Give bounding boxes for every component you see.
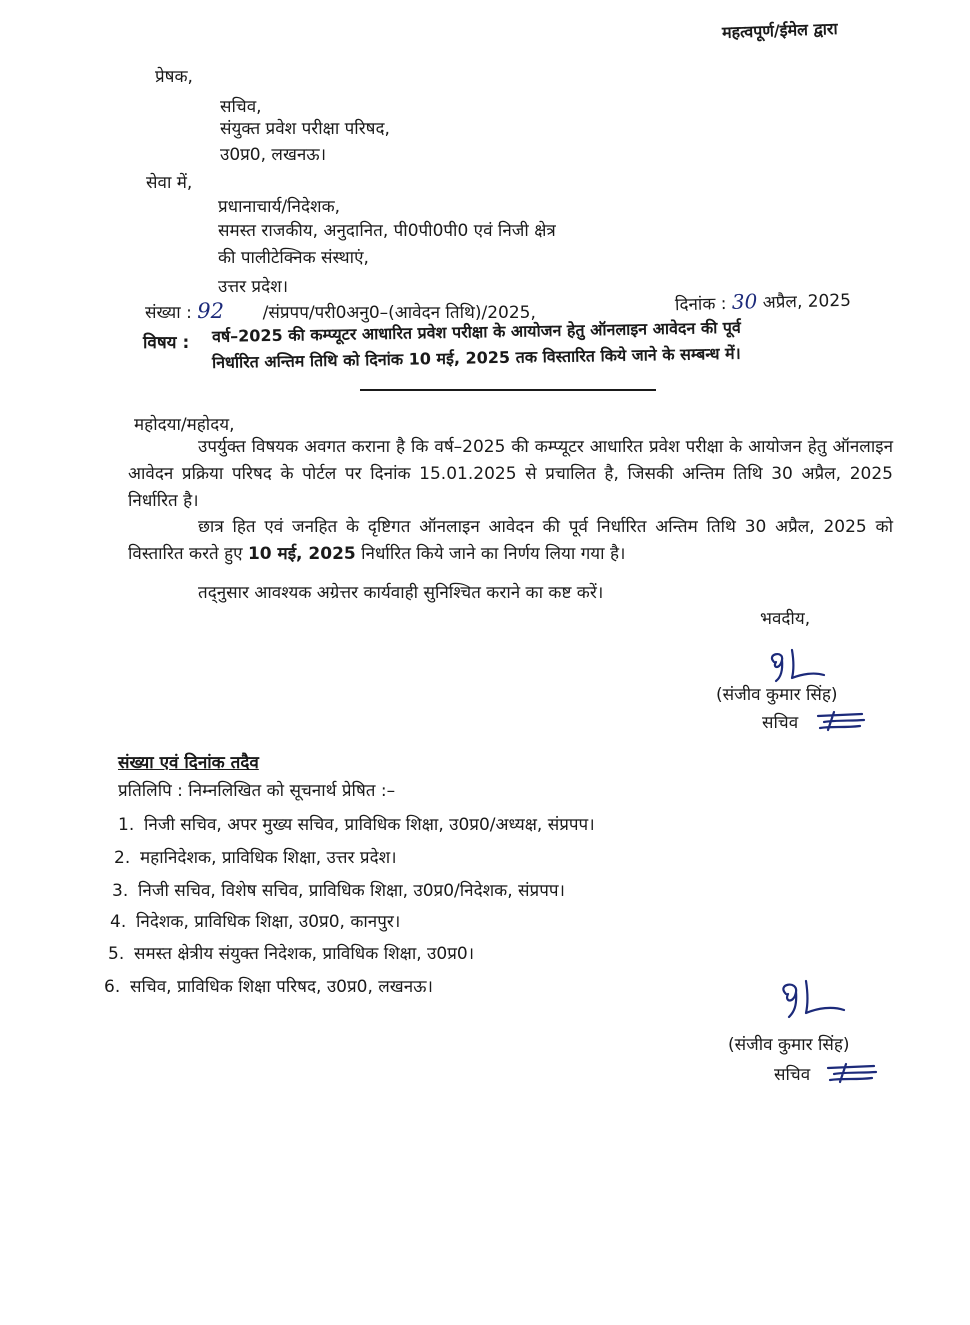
recipient-line: प्रधानाचार्य/निदेशक,	[218, 197, 341, 217]
list-item: 6. सचिव, प्राविधिक शिक्षा परिषद, उ0प्र0, लखनऊ।	[104, 977, 433, 997]
signatory-designation-1: सचिव	[762, 713, 799, 733]
list-item: 4. निदेशक, प्राविधिक शिक्षा, उ0प्र0, कानपुर।	[110, 912, 401, 932]
date-label: दिनांक :	[674, 293, 727, 316]
sankhya-label: संख्या :	[145, 303, 192, 323]
header-note: महत्वपूर्ण/ईमेल द्वारा	[721, 18, 838, 43]
list-item: 5. समस्त क्षेत्रीय संयुक्त निदेशक, प्राविधिक शिक्षा, उ0प्र0।	[108, 944, 475, 964]
list-item: 3. निजी सचिव, विशेष सचिव, प्राविधिक शिक्षा, उ0प्र0/निदेशक, संप्रपप।	[112, 881, 565, 901]
sender-line: संयुक्त प्रवेश परीक्षा परिषद,	[220, 119, 390, 139]
recipient-line: की पालीटेक्निक संस्थाएं,	[218, 248, 369, 268]
date-line	[675, 288, 852, 317]
signature-mark-1	[762, 648, 832, 684]
list-item: 1. निजी सचिव, अपर मुख्य सचिव, प्राविधिक शिक्षा, उ0प्र0/अध्यक्ष, संप्रपप।	[118, 815, 595, 835]
salutation: महोदया/महोदय,	[134, 415, 235, 435]
subject-label: विषय :	[143, 333, 190, 353]
signatory-name-1: (संजीव कुमार सिंह)	[716, 685, 838, 705]
paragraph-3: तद्नुसार आवश्यक अग्रेत्तर कार्यवाही सुनिश्चित कराने का कष्ट करें।	[198, 583, 604, 603]
reference-text: /संप्रपप/परी0अनु0–(आवेदन तिथि)/2025,	[262, 303, 536, 323]
handwritten-day: 30	[731, 289, 758, 314]
copy-heading: संख्या एवं दिनांक तदैव	[118, 753, 259, 773]
recipient-line: समस्त राजकीय, अनुदानित, पी0पी0पी0 एवं निजी क्षेत्र	[218, 221, 556, 241]
sender-line: सचिव,	[220, 97, 262, 117]
copy-intro: प्रतिलिपि : निम्नलिखित को सूचनार्थ प्रेषित :–	[118, 781, 396, 801]
subject-divider	[360, 389, 656, 391]
closing: भवदीय,	[760, 609, 811, 629]
initials-mark-2	[822, 1060, 884, 1086]
initials-mark-1	[812, 708, 872, 734]
paragraph-1	[128, 434, 893, 515]
paragraph-2	[128, 514, 893, 568]
subject-line-2: निर्धारित अन्तिम तिथि को दिनांक 10 मई, 2025 तक विस्तारित किये जाने के सम्बन्ध में।	[211, 343, 741, 372]
paragraph-2-text: छात्र हित एवं जनहित के दृष्टिगत ऑनलाइन आवेदन की पूर्व निर्धारित अन्तिम तिथि 30 अप्रैल, 2025 को विस्तारित करते हुए	[128, 517, 893, 564]
extended-date: 10 मई, 2025	[247, 544, 356, 564]
list-item: 2. महानिदेशक, प्राविधिक शिक्षा, उत्तर प्रदेश।	[114, 848, 397, 868]
signatory-designation-2: सचिव	[774, 1065, 811, 1085]
recipient-line: उत्तर प्रदेश।	[218, 277, 289, 297]
paragraph-1-text: उपर्युक्त विषयक अवगत कराना है कि वर्ष–2025 की कम्प्यूटर आधारित प्रवेश परीक्षा के आयोजन हेतु ऑनलाइन आवेदन प्रक्रिया परिषद के पोर्टल पर दिनांक 15.01.2025 से प्रचालित है, जिसकी अन्तिम तिथि 30 अप्रैल, 2025 निर्धारित है।	[128, 437, 893, 511]
signature-mark-2	[772, 978, 852, 1020]
paragraph-2-text-end: निर्धारित किये जाने का निर्णय लिया गया है।	[361, 544, 626, 564]
recipient-label: सेवा में,	[146, 173, 193, 193]
date-month-year: अप्रैल, 2025	[762, 290, 852, 314]
subject-line-1: वर्ष–2025 की कम्प्यूटर आधारित प्रवेश परीक्षा के आयोजन हेतु ऑनलाइन आवेदन की पूर्व	[211, 317, 741, 346]
handwritten-number: 92	[197, 299, 224, 323]
sender-label: प्रेषक,	[155, 67, 193, 87]
signatory-name-2: (संजीव कुमार सिंह)	[728, 1035, 850, 1055]
sender-line: उ0प्र0, लखनऊ।	[220, 145, 327, 165]
